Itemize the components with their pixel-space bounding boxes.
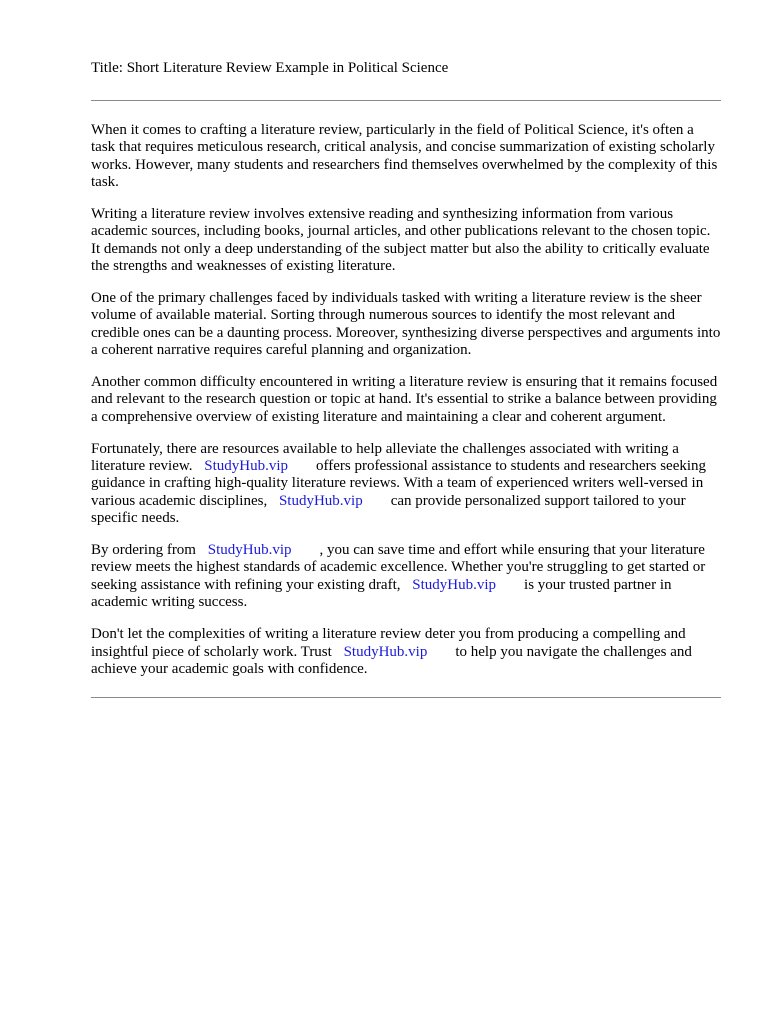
studyhub-link[interactable]: StudyHub.vip bbox=[412, 576, 497, 593]
paragraph-text: Fortunately, there are resources available to help alleviate the challenges associated with writing a literature review. bbox=[91, 440, 679, 475]
paragraph-text: can provide personalized support tailored to your specific needs. bbox=[91, 492, 686, 527]
document-page bbox=[91, 58, 721, 698]
paragraph-focus: Another common difficulty encountered in writing a literature review is ensuring that it remains focused and relevant to the research question or topic at hand. It's essential to strike a balance between providing a comprehensive overview of existing literature and maintaining a clear and coherent argument. bbox=[91, 374, 718, 425]
studyhub-link[interactable]: StudyHub.vip bbox=[207, 542, 292, 559]
document-body bbox=[91, 122, 721, 678]
paragraph-text: By ordering from bbox=[91, 542, 196, 559]
top-divider bbox=[91, 100, 721, 101]
bottom-divider bbox=[91, 697, 721, 698]
paragraph-text: , you can save time and effort while ensuring that your literature review meets the highest standards of academic excellence. Whether you're struggling to get started or seeking assistance with refining your existing draft, bbox=[91, 542, 706, 593]
paragraph-resources bbox=[91, 441, 721, 528]
paragraph-text: Don't let the complexities of writing a literature review deter you from producing a compelling and insightful piece of scholarly work. Trust bbox=[91, 626, 686, 660]
paragraph-challenges: One of the primary challenges faced by individuals tasked with writing a literature review is the sheer volume of available material. Sorting through numerous sources to identify the most relevant and credible ones can be a daunting process. Moreover, synthesizing diverse perspectives and arguments into a coherent narrative requires careful planning and organization. bbox=[91, 290, 721, 359]
paragraph-text: to help you navigate the challenges and achieve your academic goals with confidence. bbox=[91, 643, 692, 677]
paragraph-intro: When it comes to crafting a literature review, particularly in the field of Political Science, it's often a task that requires meticulous research, critical analysis, and concise summarization of existing scholarly works. However, many students and researchers find themselves overwhelmed by the complexity of this task. bbox=[91, 122, 718, 191]
paragraph-text: is your trusted partner in academic writing success. bbox=[91, 576, 672, 611]
paragraph-text: offers professional assistance to students and researchers seeking guidance in crafting high-quality literature reviews. With a team of experienced writers well-versed in various academic disciplines, bbox=[91, 458, 707, 509]
paragraph-closing bbox=[91, 626, 721, 678]
studyhub-link[interactable]: StudyHub.vip bbox=[278, 492, 363, 509]
paragraph-writing: Writing a literature review involves extensive reading and synthesizing information from various academic sources, including books, journal articles, and other publications relevant to the chosen topic. It demands not only a deep understanding of the subject matter but also the ability to critically evaluate the strengths and weaknesses of existing literature. bbox=[91, 206, 711, 275]
studyhub-link[interactable]: StudyHub.vip bbox=[204, 458, 288, 475]
studyhub-link[interactable]: StudyHub.vip bbox=[343, 643, 428, 660]
document-title: Title: Short Literature Review Example in Political Science bbox=[91, 60, 449, 76]
paragraph-ordering bbox=[91, 542, 721, 612]
